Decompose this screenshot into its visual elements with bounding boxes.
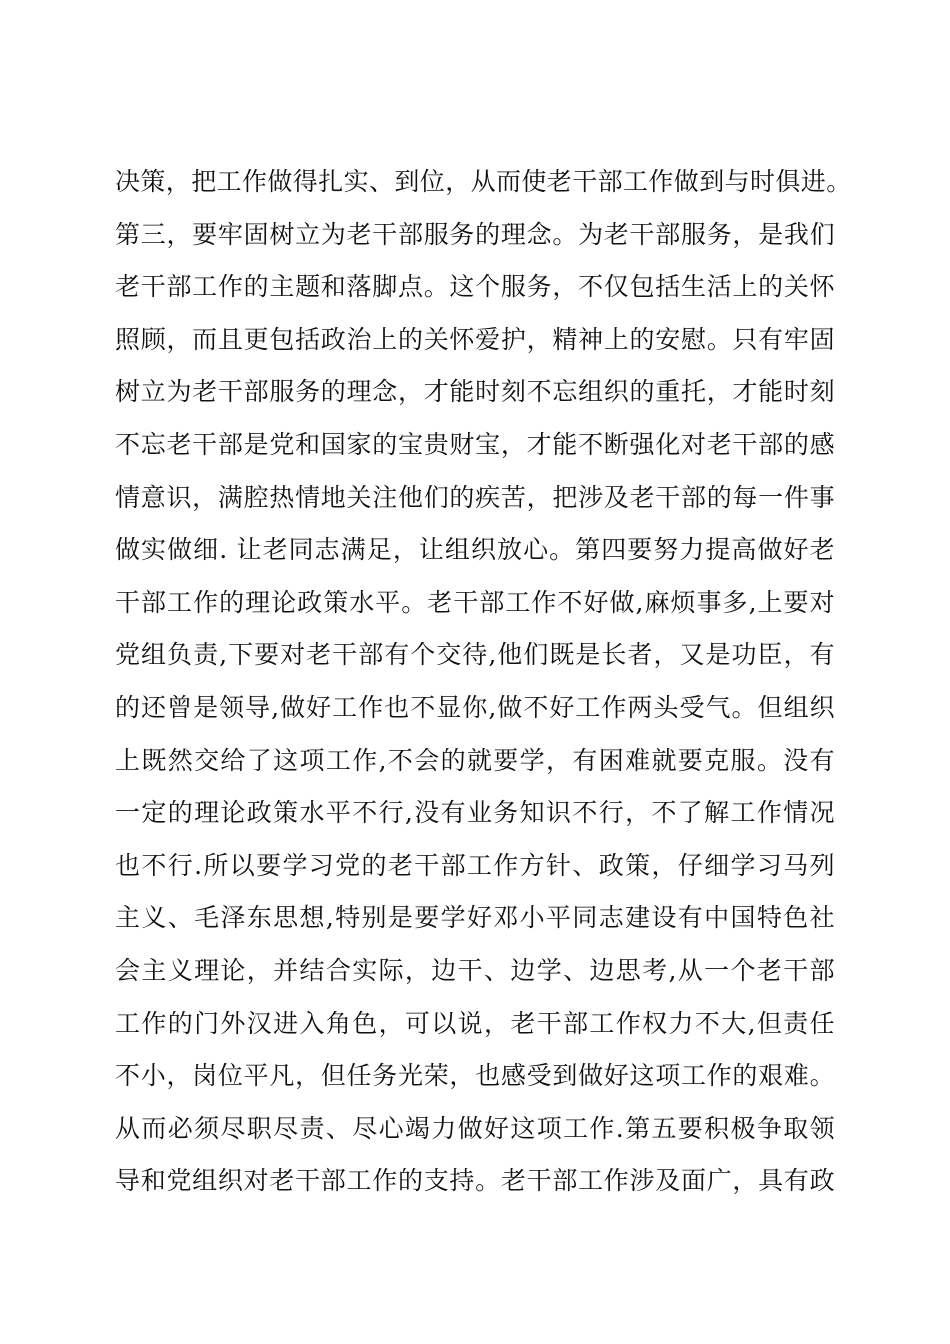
text-line-2: 第三，要牢固树立为老干部服务的理念。为老干部服务，是我们 — [115, 219, 835, 249]
text-line-10: 党组负责,下要对老干部有个交待,他们既是长者，又是功臣，有 — [115, 640, 835, 670]
text-line-9: 干部工作的理论政策水平。老干部工作不好做,麻烦事多,上要对 — [115, 587, 835, 617]
text-line-18: 不小，岗位平凡，但任务光荣，也感受到做好这项工作的艰难。 — [115, 1061, 835, 1091]
text-line-7: 情意识，满腔热情地关注他们的疾苦，把涉及老干部的每一件事 — [115, 482, 835, 512]
text-line-19: 从而必须尽职尽责、尽心竭力做好这项工作.第五要积极争取领 — [115, 1113, 835, 1143]
text-line-13: 一定的理论政策水平不行,没有业务知识不行，不了解工作情况 — [115, 798, 835, 828]
text-line-4: 照顾，而且更包括政治上的关怀爱护，精神上的安慰。只有牢固 — [115, 324, 835, 354]
text-line-15: 主义、毛泽东思想,特别是要学好邓小平同志建设有中国特色社 — [115, 903, 835, 933]
body-text — [115, 156, 855, 1208]
text-line-20: 导和党组织对老干部工作的支持。老干部工作涉及面广，具有政 — [115, 1166, 835, 1196]
text-line-11: 的还曾是领导,做好工作也不显你,做不好工作两头受气。但组织 — [115, 692, 835, 722]
text-line-14: 也不行.所以要学习党的老干部工作方针、政策，仔细学习马列 — [115, 850, 835, 880]
text-line-1: 决策，把工作做得扎实、到位，从而使老干部工作做到与时俱进。 — [115, 167, 852, 196]
text-line-3: 老干部工作的主题和落脚点。这个服务，不仅包括生活上的关怀 — [115, 272, 835, 302]
text-line-17: 工作的门外汉进入角色，可以说，老干部工作权力不大,但责任 — [115, 1008, 835, 1038]
text-line-6: 不忘老干部是党和国家的宝贵财宝，才能不断强化对老干部的感 — [115, 429, 835, 459]
text-line-12: 上既然交给了这项工作,不会的就要学，有困难就要克服。没有 — [115, 745, 835, 775]
text-line-16: 会主义理论，并结合实际，边干、边学、边思考,从一个老干部 — [115, 955, 835, 985]
text-line-8: 做实做细. 让老同志满足，让组织放心。第四要努力提高做好老 — [115, 535, 835, 565]
text-line-5: 树立为老干部服务的理念，才能时刻不忘组织的重托，才能时刻 — [115, 377, 835, 407]
